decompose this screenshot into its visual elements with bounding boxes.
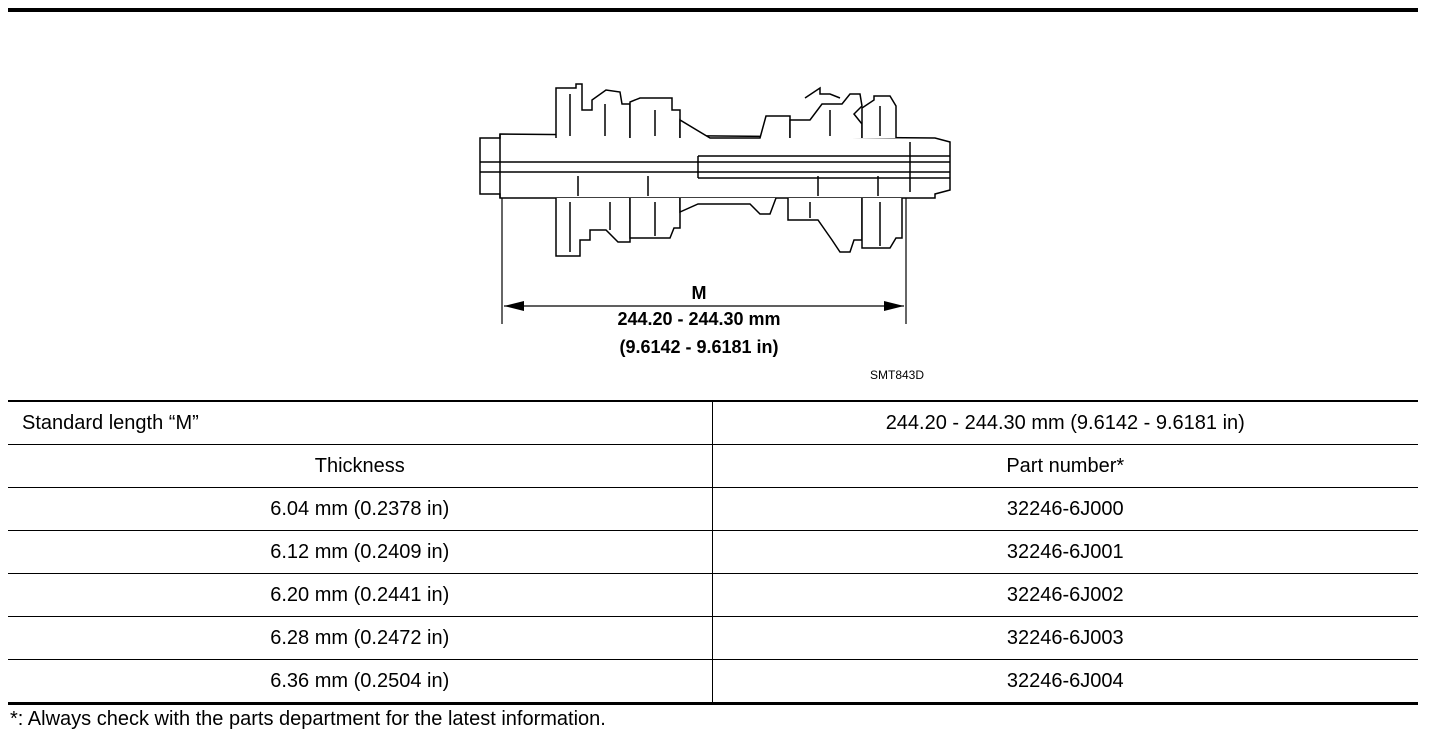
top-rule xyxy=(8,8,1418,12)
part-number-cell: 32246-6J001 xyxy=(712,531,1418,574)
header-thickness: Thickness xyxy=(8,445,712,488)
table-row xyxy=(8,660,1418,704)
shaft-assembly-figure xyxy=(470,80,960,380)
standard-length-value: 244.20 - 244.30 mm (9.6142 - 9.6181 in) xyxy=(712,401,1418,445)
part-number-cell: 32246-6J004 xyxy=(712,660,1418,704)
thickness-cell: 6.28 mm (0.2472 in) xyxy=(8,617,712,660)
part-number-cell: 32246-6J000 xyxy=(712,488,1418,531)
table-row xyxy=(8,574,1418,617)
table-row-standard xyxy=(8,401,1418,445)
footnote: *: Always check with the parts department for the latest information. xyxy=(10,708,606,730)
table-row xyxy=(8,488,1418,531)
table-row xyxy=(8,531,1418,574)
thickness-cell: 6.04 mm (0.2378 in) xyxy=(8,488,712,531)
dimension-in: (9.6142 - 9.6181 in) xyxy=(619,337,779,357)
header-part-number: Part number* xyxy=(712,445,1418,488)
shim-selection-table xyxy=(8,400,1418,705)
table-header-row xyxy=(8,445,1418,488)
thickness-cell: 6.20 mm (0.2441 in) xyxy=(8,574,712,617)
dimension-mm: 244.20 - 244.30 mm xyxy=(617,309,781,329)
shaft-assembly-drawing xyxy=(470,80,960,380)
thickness-cell: 6.12 mm (0.2409 in) xyxy=(8,531,712,574)
thickness-cell: 6.36 mm (0.2504 in) xyxy=(8,660,712,704)
dimension-label: M xyxy=(691,283,707,303)
table-row xyxy=(8,617,1418,660)
part-number-cell: 32246-6J002 xyxy=(712,574,1418,617)
standard-length-label: Standard length “M” xyxy=(8,401,712,445)
part-number-cell: 32246-6J003 xyxy=(712,617,1418,660)
figure-code: SMT843D xyxy=(870,368,925,382)
